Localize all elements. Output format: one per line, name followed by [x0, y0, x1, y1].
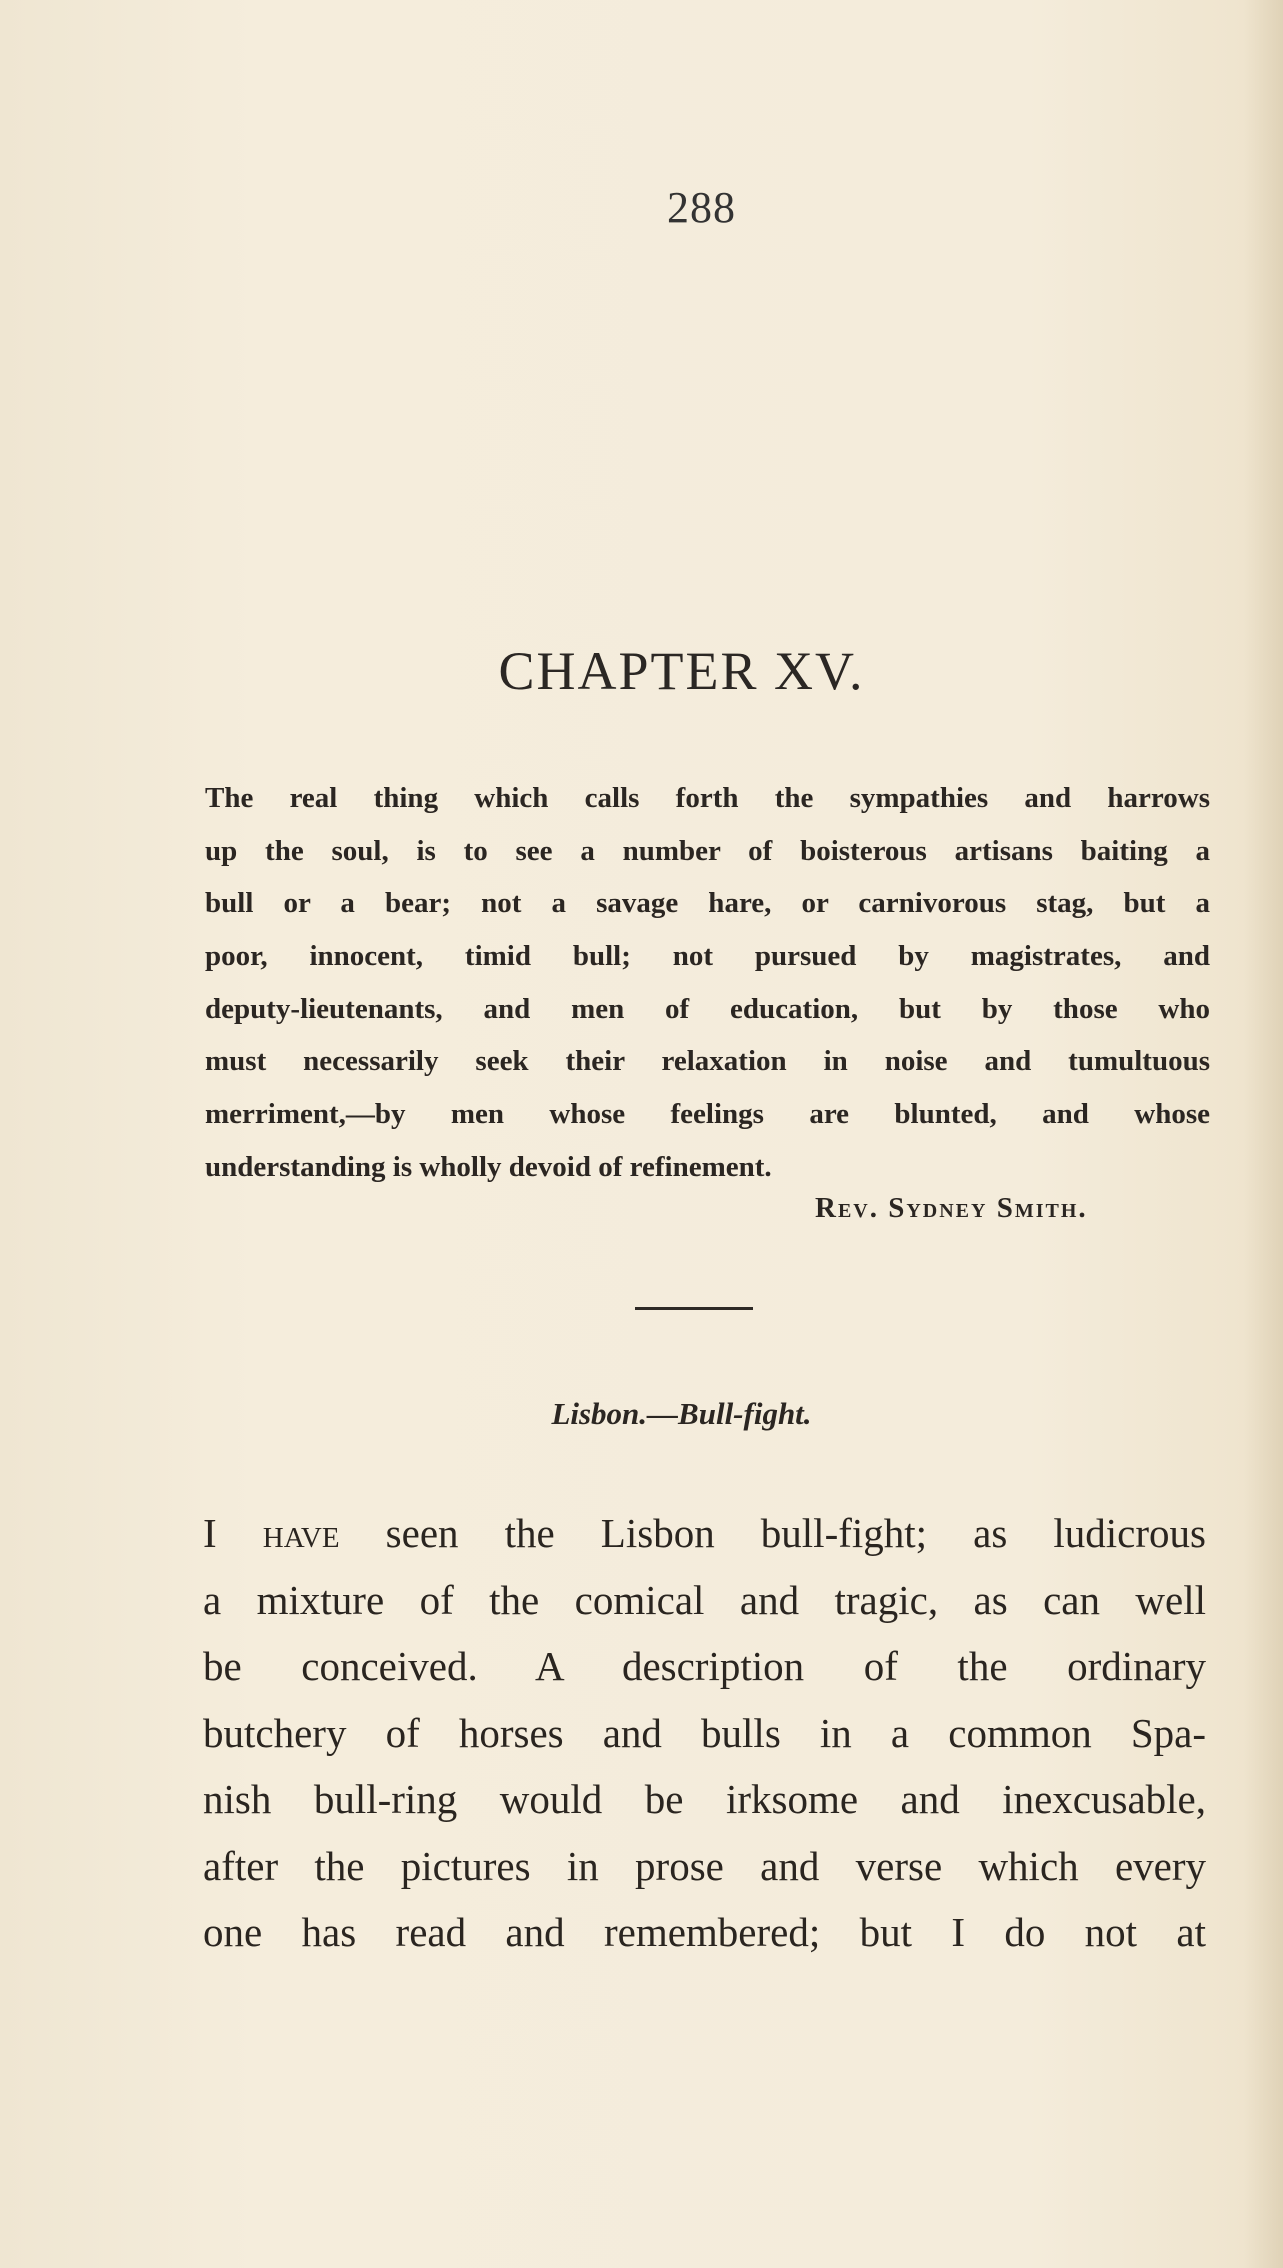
section-divider	[635, 1307, 753, 1310]
epigraph-line: merriment,—by men whose feelings are blunted, and whose	[205, 1098, 1210, 1131]
body-line: after the pictures in prose and verse which every	[203, 1842, 1206, 1889]
section-subheading: Lisbon.—Bull-fight.	[551, 1396, 812, 1431]
body-line: nish bull-ring would be irksome and inexcusable,	[203, 1776, 1206, 1822]
epigraph-line: poor, innocent, timid bull; not pursued by magistrates, and	[205, 940, 1210, 973]
epigraph-line: understanding is wholly devoid of refinement.	[205, 1150, 772, 1183]
page-number: 288	[667, 183, 736, 232]
body-line: a mixture of the comical and tragic, as can well	[203, 1576, 1206, 1623]
epigraph-line: up the soul, is to see a number of boisterous artisans baiting a	[205, 834, 1210, 867]
epigraph-line: must necessarily seek their relaxation in noise and tumultuous	[205, 1045, 1210, 1078]
epigraph-line: deputy-lieutenants, and men of education, but by those who	[205, 992, 1210, 1025]
body-text	[203, 1500, 1206, 1966]
body-line: one has read and remembered; but I do not at	[203, 1909, 1206, 1955]
chapter-title: CHAPTER XV.	[498, 641, 865, 701]
page-edge-shadow	[1243, 0, 1283, 2268]
opening-words: I have	[203, 1510, 340, 1556]
epigraph	[205, 772, 1210, 1194]
epigraph-line: bull or a bear; not a savage hare, or carnivorous stag, but a	[205, 887, 1210, 920]
first-line-rest: seen the Lisbon bull-fight; as ludicrous	[339, 1510, 1206, 1556]
body-line	[203, 1500, 1206, 1567]
body-line: butchery of horses and bulls in a common Spa-	[203, 1709, 1206, 1756]
body-line: be conceived. A description of the ordinary	[203, 1643, 1206, 1689]
epigraph-attribution: Rev. Sydney Smith.	[815, 1192, 1088, 1224]
epigraph-line: The real thing which calls forth the sympathies and harrows	[205, 782, 1210, 814]
